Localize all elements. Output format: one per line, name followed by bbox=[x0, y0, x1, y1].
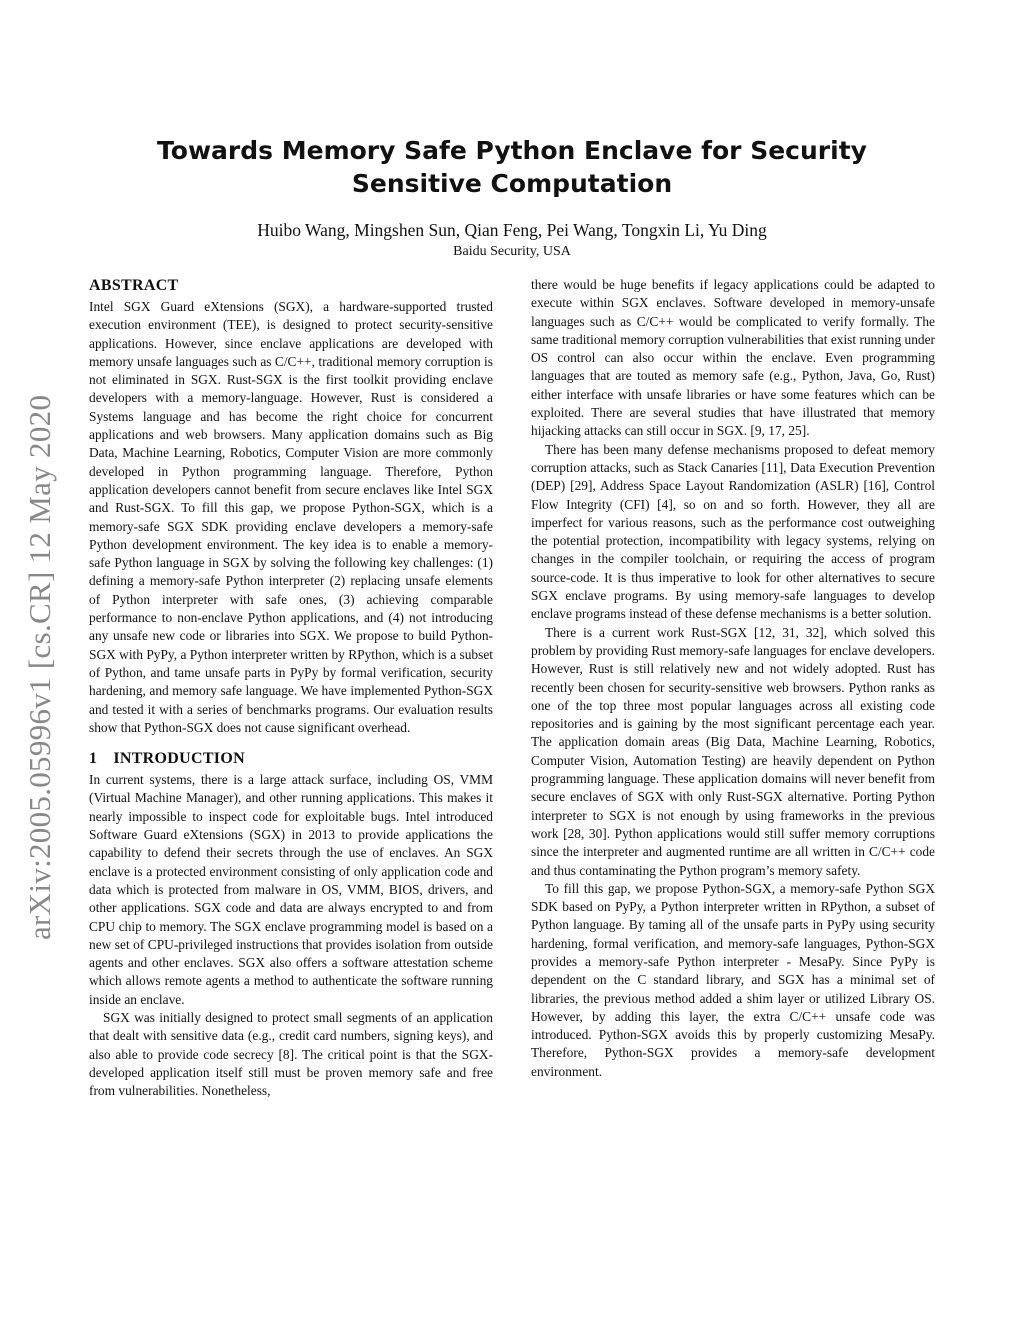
section-title: INTRODUCTION bbox=[113, 750, 245, 768]
left-column bbox=[89, 276, 493, 1100]
section-number: 1 bbox=[89, 750, 98, 768]
paragraph: In current systems, there is a large attack surface, including OS, VMM (Virtual Machine Manager), and other running applications. This makes it nearly impossible to inspect code for exploitable bugs. Intel introduced Software Guard eXtensions (SGX) in 2013 to provide applications the capability to defend their secrets through the use of enclaves. An SGX enclave is a protected environment consisting of only application code and data which is protected from malware in OS, VMM, BIOS, drivers, and other applications. SGX code and data are always encrypted to and from CPU chip to memory. The SGX enclave programming model is based on a new set of CPU-privileged instructions that provides isolation from outside agents and other enclaves. SGX also offers a software attestation scheme which allows remote agents a method to authenticate the software running inside an enclave. bbox=[89, 772, 493, 1007]
section-heading-introduction bbox=[89, 749, 493, 769]
affiliation: Baidu Security, USA bbox=[453, 244, 571, 259]
paragraph: there would be huge benefits if legacy applications could be adapted to execute within SGX enclaves. Software developed in memory-unsafe languages such as C/C++ would be complicated to verify formally. The same traditional memory corruption vulnerabilities that exist running under OS control can also occur within the enclave. Even programming languages that are touted as memory safe (e.g., Python, Java, Go, Rust) either interface with unsafe libraries or have some features which can be exploited. There are several studies that have illustrated that memory hijacking attacks can still occur in SGX. [9, 17, 25]. bbox=[531, 277, 935, 439]
paragraph: There has been many defense mechanisms proposed to defeat memory corruption attacks, such as Stack Canaries [11], Data Execution Prevention (DEP) [29], Address Space Layout Randomization (ASLR) [16], Control Flow Integrity (CFI) [4], so on and so forth. However, they all are imperfect for various reasons, such as the performance cost outweighing the potential protection, incompatibility with legacy systems, relying on changes in the compiler toolchain, or requiring the access of program source-code. It is thus imperative to look for other alternatives to secure SGX enclave programs. By using memory-safe languages to develop enclave programs instead of these defense mechanisms is a better solution. bbox=[531, 441, 935, 622]
abstract-heading: ABSTRACT bbox=[89, 277, 179, 294]
abstract-text: Intel SGX Guard eXtensions (SGX), a hardware-supported trusted execution environment (TEE), is designed to protect security-sensitive applications. However, since enclave applications are developed with memory unsafe languages such as C/C++, traditional memory corruption is not eliminated in SGX. Rust-SGX is the first toolkit providing enclave developers with a memory-language. However, Rust is considered a Systems language and has become the right choice for concurrent applications and web browsers. Many application domains such as Big Data, Machine Learning, Robotics, Computer Vision are more commonly developed in Python programming language. Therefore, Python application developers cannot benefit from secure enclaves like Intel SGX and Rust-SGX. To fill this gap, we propose Python-SGX, which is a memory-safe SGX SDK providing enclave developers a memory-safe Python development environment. The key idea is to enable a memory-safe Python language in SGX by solving the following key challenges: (1) defining a memory-safe Python interpreter (2) replacing unsafe elements of Python interpreter with safe ones, (3) achieving comparable performance to non-enclave Python applications, and (4) not introducing any unsafe new code or libraries into SGX. We propose to build Python-SGX with PyPy, a Python interpreter written by RPython, which is a subset of Python, and tame unsafe parts in PyPy by formal verification, security hardening, and memory safe language. We have implemented Python-SGX and tested it with a series of benchmarks programs. Our evaluation results show that Python-SGX does not cause significant overhead. bbox=[89, 299, 493, 735]
paragraph: SGX was initially designed to protect small segments of an application that dealt with sensitive data (e.g., credit card numbers, signing keys), and also able to provide code secrecy [8]. The critical point is that the SGX-developed application itself still must be proven memory safe and free from vulnerabilities. Nonetheless, bbox=[89, 1009, 493, 1099]
paragraph: There is a current work Rust-SGX [12, 31, 32], which solved this problem by providing Rust memory-safe languages for enclave developers. However, Rust is still relatively new and not widely adopted. Rust has recently been chosen for security-sensitive web browsers. Python ranks as one of the top three most popular languages across all existing code repositories and is gaining by the most significant percentage each year. The application domain areas (Big Data, Machine Learning, Robotics, Computer Vision, Automation Testing) are heavily dependent on Python programming language. These application domains will never benefit from secure enclaves of SGX with only Rust-SGX alternative. Porting Python interpreter to SGX is not enough by using frameworks in the previous work [28, 30]. Python applications would still suffer memory corruptions since the interpreter and augmented runtime are all written in C/C++ code and thus contaminating the Python program’s memory safety. bbox=[531, 624, 935, 878]
paper-title: Towards Memory Safe Python Enclave for Security Sensitive Computation bbox=[157, 136, 867, 198]
author-list: Huibo Wang, Mingshen Sun, Qian Feng, Pei Wang, Tongxin Li, Yu Ding bbox=[257, 220, 767, 240]
right-column bbox=[531, 276, 935, 1081]
paragraph: To fill this gap, we propose Python-SGX, a memory-safe Python SGX SDK based on PyPy, a Python interpreter written in RPython, a subset of Python language. By taming all of the unsafe parts in PyPy using security hardening, formal verification, and memory-safe languages, Python-SGX provides a memory-safe Python interpreter - MesaPy. Since PyPy is dependent on the C standard library, and SGX has a minimal set of libraries, the previous method added a shim layer or utilized Library OS. However, by adding this layer, the extra C/C++ unsafe code was introduced. Python-SGX avoids this by properly customizing MesaPy. Therefore, Python-SGX provides a memory-safe development environment. bbox=[531, 880, 935, 1079]
arxiv-identifier: arXiv:2005.05996v1 [cs.CR] 12 May 2020 bbox=[22, 394, 57, 940]
